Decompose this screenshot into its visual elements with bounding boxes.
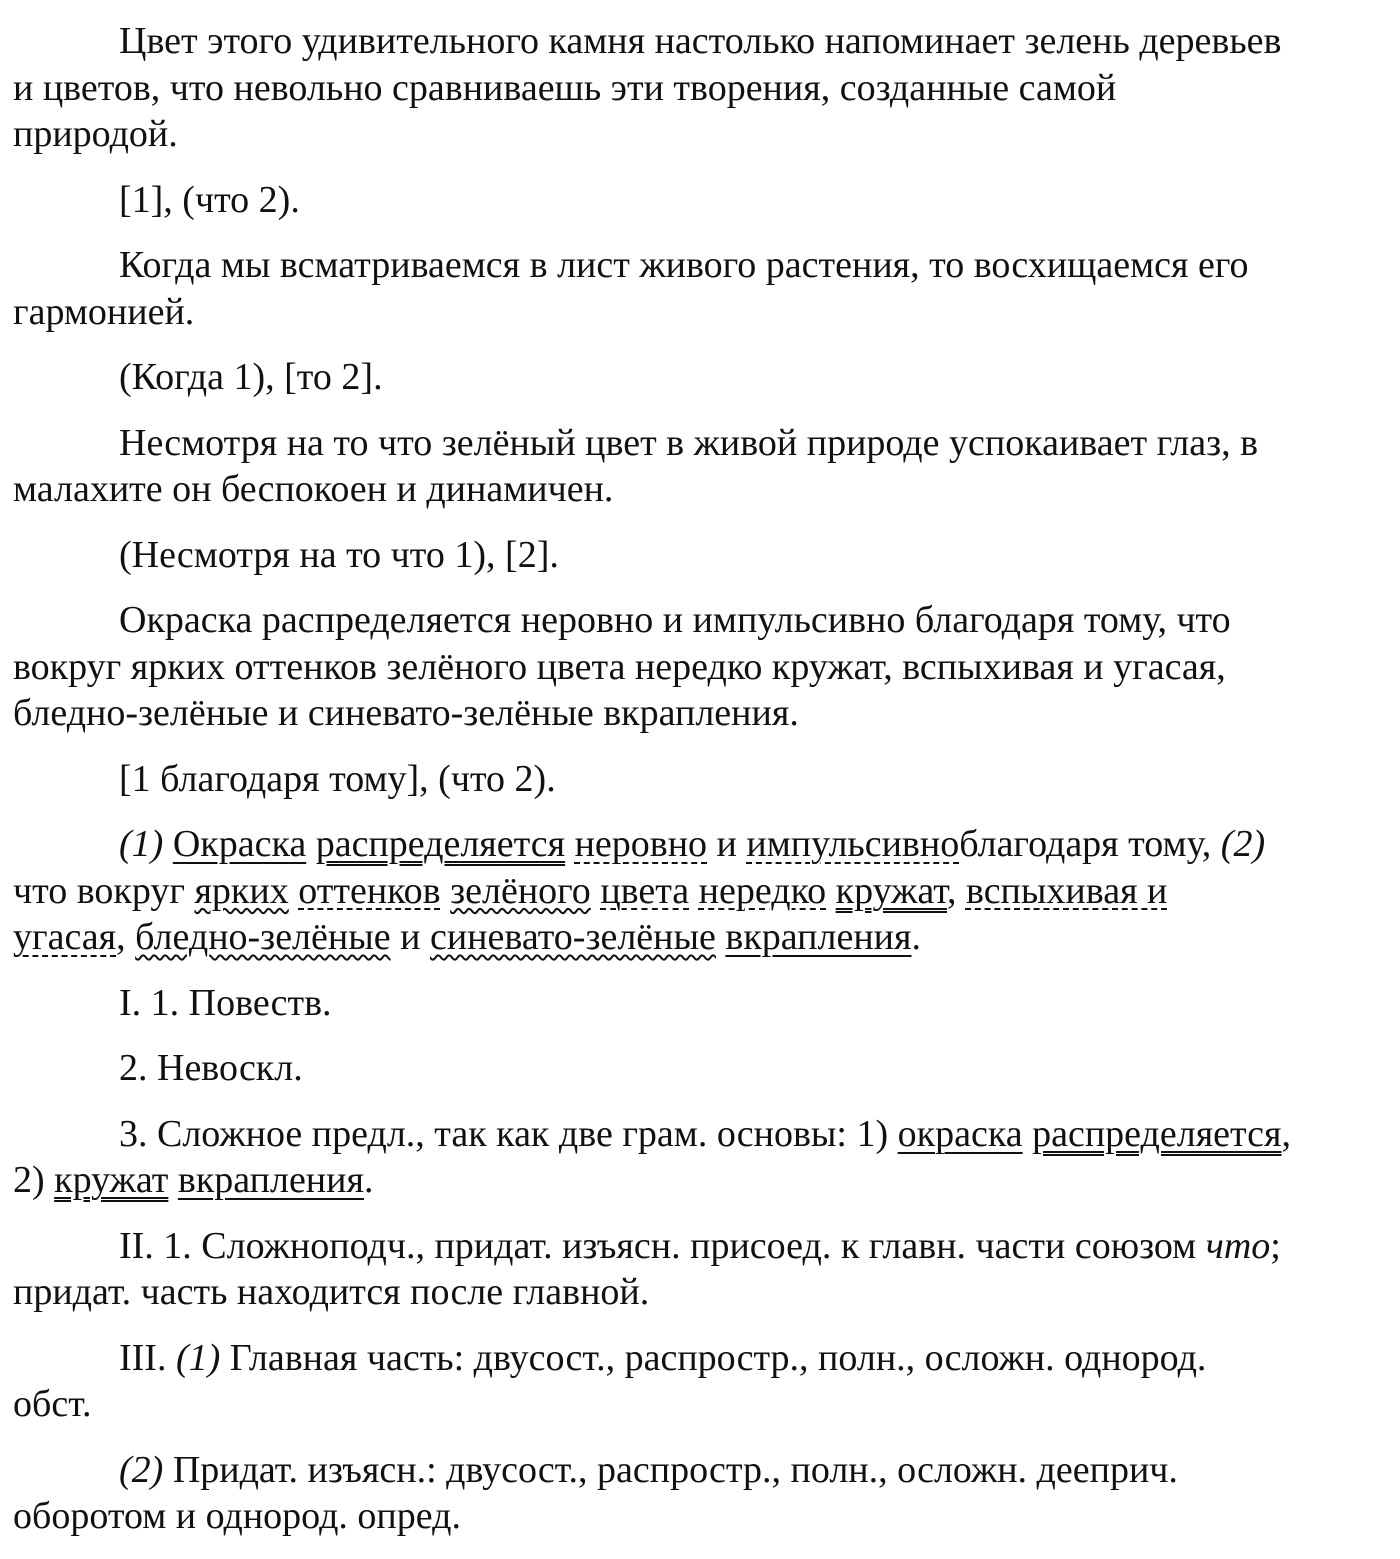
subject-word: вкрапления [725, 916, 912, 958]
clause-number-1: (1) [119, 823, 164, 865]
scheme-1: [1], (что 2). [119, 178, 300, 221]
subject-word: вкрапления [177, 1159, 364, 1201]
parsed-sentence: (1) Окраска распределяется неровно и импульсивноблагодаря тому, (2) что вокруг ярких оттенков зелёного цвета нередко кружат, вспыхивая и угасая, бледно-зелёные и синевато-зелёные вкрапления. [13, 823, 1266, 958]
attribute-word: синевато-зелёные [429, 916, 716, 958]
clause-number-1: (1) [175, 1336, 221, 1379]
predicate-word: кружат [835, 869, 947, 912]
analysis-item-4: II. 1. Сложноподч., придат. изъясн. присоед. к главн. части союзом что; придат. часть находится после главной. [13, 1224, 1281, 1313]
attribute-word: зелёного [450, 869, 591, 912]
adverbial-word: вспыхивая и [965, 869, 1168, 912]
object-word: оттенков [298, 869, 441, 912]
scheme-3: (Несмотря на то что 1), [2]. [119, 533, 559, 576]
object-word: цвета [600, 869, 690, 912]
clause-number-2: (2) [1220, 823, 1266, 865]
scheme-4: [1 благодаря тому], (что 2). [119, 757, 556, 800]
clause-number-2: (2) [119, 1448, 164, 1491]
document-page [13, 18, 1399, 1559]
adverbial-word: угасая [13, 916, 117, 958]
paragraph-3: Несмотря на то что зелёный цвет в живой природе успокаивает глаз, в малахите он беспокоен и динамичен. [13, 421, 1259, 510]
attribute-word: ярких [194, 869, 289, 912]
conjunction-word: что [1205, 1224, 1271, 1267]
analysis-item-3: 3. Сложное предл., так как две грам. основы: 1) окраска распределяется, 2) кружат вкрапления. [13, 1112, 1291, 1201]
paragraph-2: Когда мы всматриваемся в лист живого растения, то восхищаемся его гармонией. [13, 244, 1249, 333]
adverbial-word: импульсивно [746, 823, 960, 865]
predicate-word: распределяется [315, 823, 566, 865]
paragraph-4: Окраска распределяется неровно и импульсивно благодаря тому, что вокруг ярких оттенков зелёного цвета нередко кружат, вспыхивая и угасая, бледно-зелёные и синевато-зелёные вкрапления. [13, 599, 1231, 734]
paragraph-1: Цвет этого удивительного камня настолько напоминает зелень деревьев и цветов, что невольно сравниваешь эти творения, созданные самой природой. [13, 20, 1282, 155]
predicate-word: кружат [54, 1159, 169, 1201]
analysis-item-2: 2. Невоскл. [119, 1047, 303, 1089]
predicate-word: распределяется [1032, 1112, 1282, 1155]
analysis-item-5: III. (1) Главная часть: двусост., распростр., полн., осложн. однород. обст. [13, 1336, 1207, 1425]
adverbial-word: неровно [574, 823, 708, 865]
subject-word: Окраска [172, 823, 307, 865]
analysis-item-1: I. 1. Повеств. [119, 981, 332, 1024]
analysis-item-6: (2) Придат. изъясн.: двусост., распростр., полн., осложн. дееприч. оборотом и однород. опред. [13, 1448, 1178, 1537]
adverbial-word: нередко [698, 869, 827, 912]
scheme-2: (Когда 1), [то 2]. [119, 356, 383, 398]
subject-word: окраска [897, 1112, 1023, 1155]
attribute-word: бледно-зелёные [135, 916, 391, 958]
